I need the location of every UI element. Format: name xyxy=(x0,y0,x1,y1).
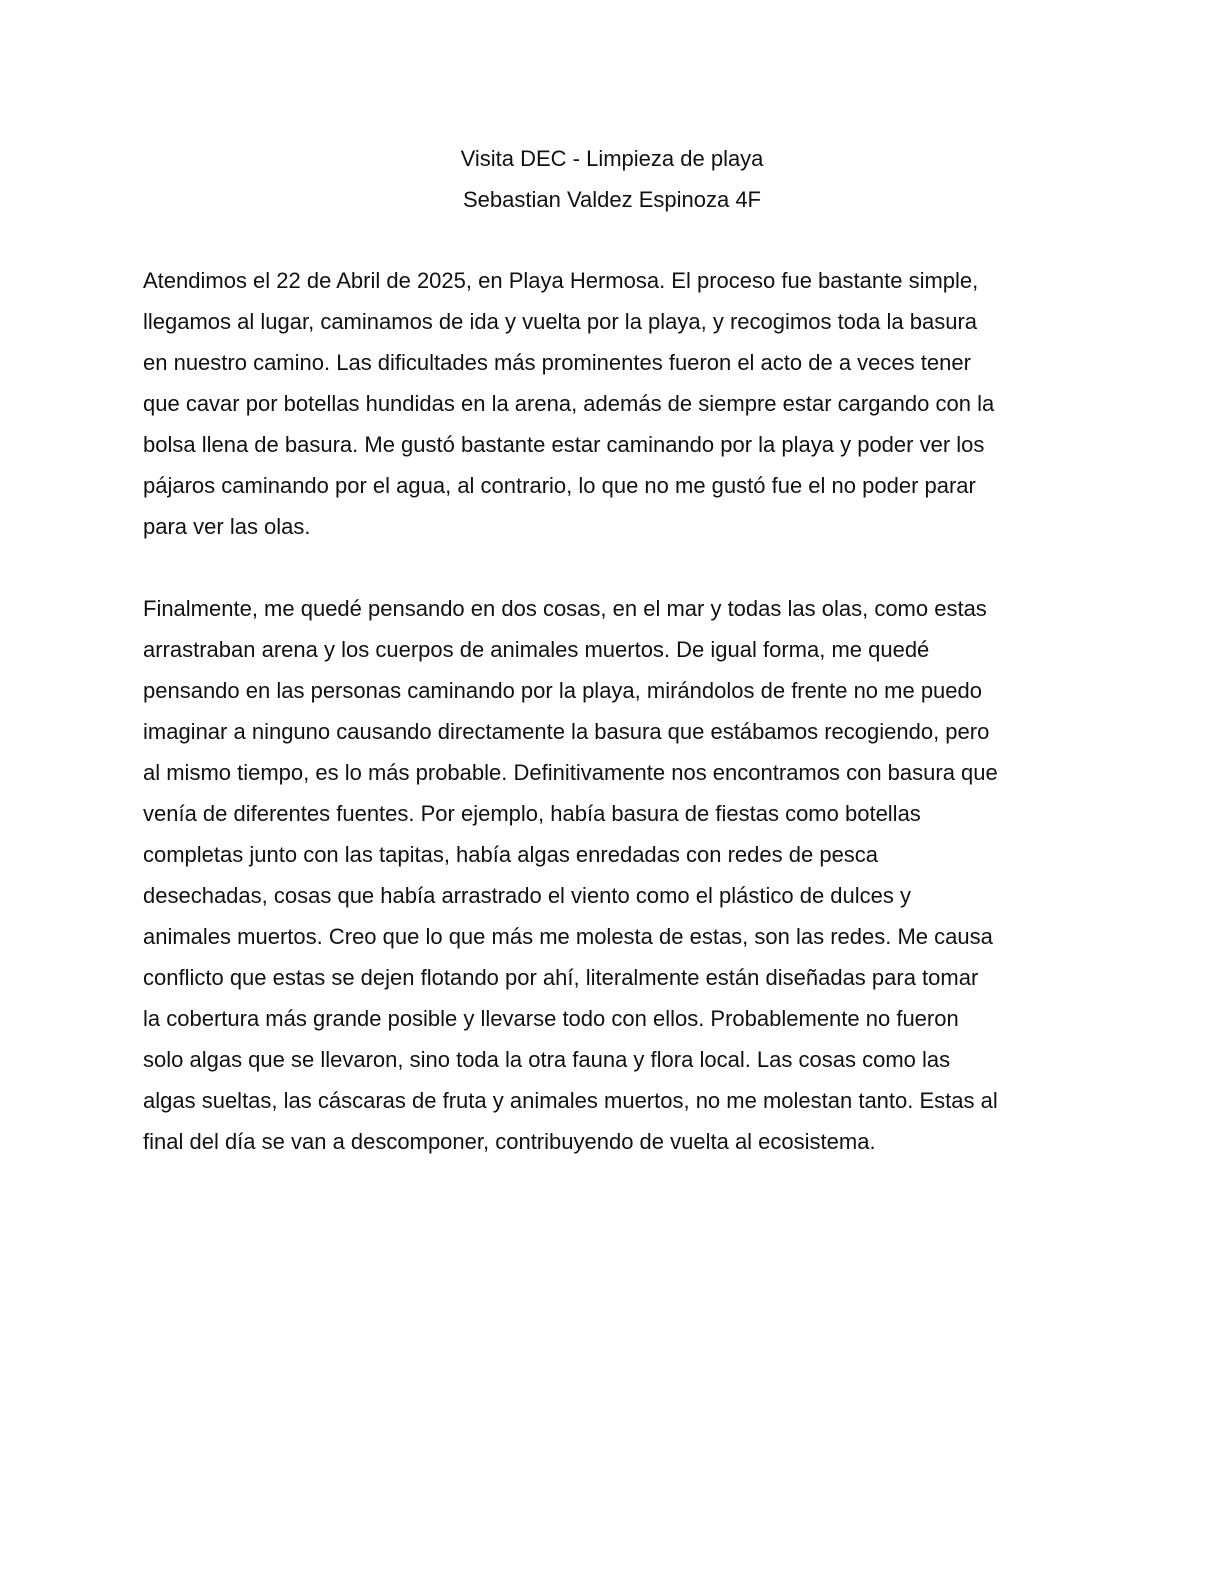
text-line: al mismo tiempo, es lo más probable. Definitivamente nos encontramos con basura que xyxy=(143,760,998,785)
text-line: Finalmente, me quedé pensando en dos cosas, en el mar y todas las olas, como estas xyxy=(143,596,987,621)
text-line: para ver las olas. xyxy=(143,514,311,539)
text-line: bolsa llena de basura. Me gustó bastante estar caminando por la playa y poder ver los xyxy=(143,432,985,457)
document-title: Visita DEC - Limpieza de playa xyxy=(460,146,764,171)
text-line: conflicto que estas se dejen flotando por ahí, literalmente están diseñadas para tomar xyxy=(143,965,979,990)
paragraph-1 xyxy=(143,260,1073,547)
text-line: desechadas, cosas que había arrastrado el viento como el plástico de dulces y xyxy=(143,883,912,908)
text-line: animales muertos. Creo que lo que más me molesta de estas, son las redes. Me causa xyxy=(143,924,993,949)
text-line: llegamos al lugar, caminamos de ida y vuelta por la playa, y recogimos toda la basura xyxy=(143,309,978,334)
text-line: final del día se van a descomponer, contribuyendo de vuelta al ecosistema. xyxy=(143,1129,876,1154)
text-line: pensando en las personas caminando por la playa, mirándolos de frente no me puedo xyxy=(143,678,982,703)
text-line: pájaros caminando por el agua, al contrario, lo que no me gustó fue el no poder parar xyxy=(143,473,976,498)
text-line: algas sueltas, las cáscaras de fruta y animales muertos, no me molestan tanto. Estas al xyxy=(143,1088,998,1113)
text-line: imaginar a ninguno causando directamente la basura que estábamos recogiendo, pero xyxy=(143,719,990,744)
document-body xyxy=(143,260,1073,1203)
paragraph-2 xyxy=(143,588,1073,1162)
text-line: en nuestro camino. Las dificultades más prominentes fueron el acto de a veces tener xyxy=(143,350,971,375)
text-line: Atendimos el 22 de Abril de 2025, en Playa Hermosa. El proceso fue bastante simple, xyxy=(143,268,979,293)
document-header xyxy=(0,138,1224,220)
text-line: arrastraban arena y los cuerpos de animales muertos. De igual forma, me quedé xyxy=(143,637,930,662)
text-line: venía de diferentes fuentes. Por ejemplo, había basura de fiestas como botellas xyxy=(143,801,921,826)
text-line: completas junto con las tapitas, había algas enredadas con redes de pesca xyxy=(143,842,879,867)
text-line: la cobertura más grande posible y llevarse todo con ellos. Probablemente no fueron xyxy=(143,1006,959,1031)
text-line: solo algas que se llevaron, sino toda la otra fauna y flora local. Las cosas como las xyxy=(143,1047,951,1072)
text-line: que cavar por botellas hundidas en la arena, además de siempre estar cargando con la xyxy=(143,391,995,416)
author-line: Sebastian Valdez Espinoza 4F xyxy=(463,187,761,212)
